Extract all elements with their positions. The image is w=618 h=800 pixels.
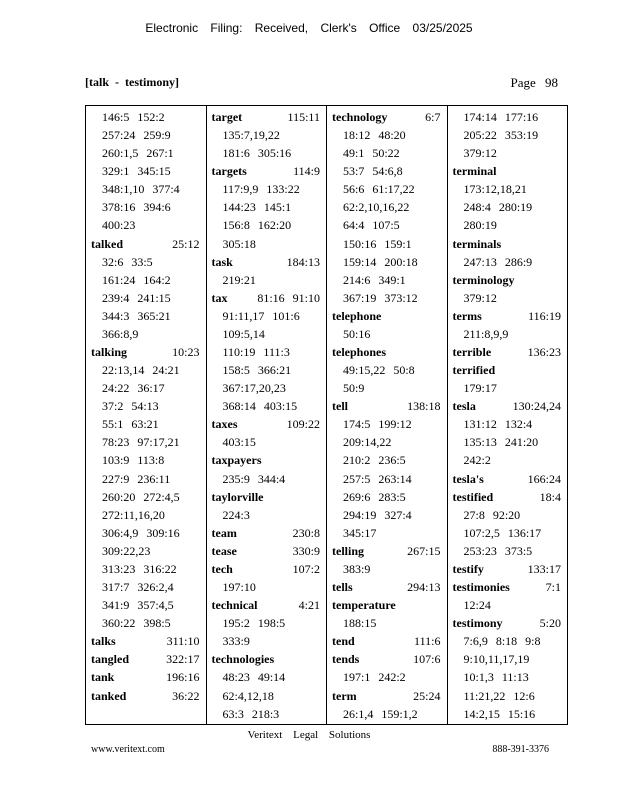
index-term-refs: 114:9: [293, 164, 320, 179]
index-ref-line: 107:2,5 136:17: [463, 525, 542, 540]
index-ref-line: 313:23 316:22: [102, 561, 177, 576]
index-ref-line: 214:6 349:1: [343, 272, 406, 287]
index-ref-line: 110:19 111:3: [222, 345, 290, 360]
index-term-refs: 267:15: [407, 543, 441, 558]
index-term-refs: 166:24: [527, 471, 561, 486]
index-term-refs: 25:12: [172, 236, 200, 251]
index-ref-line: 360:22 398:5: [102, 616, 171, 631]
index-ref-line: 32:6 33:5: [102, 254, 153, 269]
index-term-refs: 4:21: [298, 598, 320, 613]
index-term-entry: [453, 560, 562, 578]
index-ref-line: 306:4,9 309:16: [102, 525, 180, 540]
index-ref-line: 24:22 36:17: [102, 381, 165, 396]
index-term: taxpayers: [211, 453, 262, 468]
index-ref-line: 63:3 218:3: [222, 706, 280, 721]
index-term: tank: [91, 670, 115, 685]
index-ref-line: 62:4,12,18: [222, 688, 274, 703]
index-term: tends: [332, 652, 360, 667]
index-term-entry: [453, 488, 562, 506]
index-ref-line: 239:4 241:15: [102, 290, 171, 305]
index-term-refs: 133:17: [527, 561, 561, 576]
index-ref-line: 367:19 373:12: [343, 290, 418, 305]
index-ref-line: 235:9 344:4: [222, 471, 286, 486]
index-term: tend: [332, 634, 355, 649]
index-term-entry: [453, 470, 562, 488]
index-ref-line: 379:12: [463, 146, 497, 161]
index-term-entry: [332, 108, 441, 126]
index-term-refs: 136:23: [527, 345, 561, 360]
index-term-refs: 138:18: [407, 399, 441, 414]
index-column-3: [327, 106, 448, 724]
index-term: technologies: [211, 652, 275, 667]
index-term: tesla: [452, 399, 476, 414]
index-ref-line: 48:23 49:14: [222, 670, 286, 685]
index-ref-line: 247:13 286:9: [463, 254, 533, 269]
index-ref-line: 11:21,22 12:6: [463, 688, 535, 703]
index-term-refs: 81:16 91:10: [257, 290, 320, 305]
index-ref-line: 400:23: [102, 218, 136, 233]
index-term-refs: 109:22: [286, 417, 320, 432]
index-term-entry: [453, 578, 562, 596]
index-term-entry: [453, 271, 562, 289]
footer-company: Veritext Legal Solutions: [247, 729, 371, 741]
index-term: tech: [211, 561, 233, 576]
index-term-refs: 107:2: [292, 561, 320, 576]
index-term-refs: 107:6: [413, 652, 441, 667]
index-term-entry: [212, 524, 321, 542]
index-term-refs: 36:22: [172, 688, 200, 703]
index-term-refs: 294:13: [407, 580, 441, 595]
index-term-refs: 230:8: [292, 525, 320, 540]
index-ref-line: 378:16 394:6: [102, 200, 171, 215]
index-term: tangled: [91, 652, 130, 667]
index-ref-line: 210:2 236:5: [343, 453, 406, 468]
index-term: tesla's: [452, 471, 484, 486]
index-term: team: [211, 525, 237, 540]
index-term-entry: [453, 235, 562, 253]
index-term-refs: 196:16: [166, 670, 200, 685]
index-column-1: [86, 106, 207, 724]
index-ref-line: 10:1,3 11:13: [463, 670, 529, 685]
index-ref-line: 197:1 242:2: [343, 670, 406, 685]
index-term: talks: [91, 634, 116, 649]
index-term-entry: [332, 632, 441, 650]
index-ref-line: 109:5,14: [222, 326, 265, 341]
index-term-refs: 115:11: [287, 110, 320, 124]
index-ref-line: 309:22,23: [102, 543, 151, 558]
index-term-refs: 311:10: [166, 634, 200, 649]
index-term-entry: [453, 343, 562, 361]
index-term-refs: 25:24: [413, 688, 441, 703]
index-term-entry: [212, 596, 321, 614]
index-ref-line: 341:9 357:4,5: [102, 598, 174, 613]
index-term-entry: [332, 307, 441, 325]
index-ref-line: 294:19 327:4: [343, 507, 412, 522]
index-term: talked: [91, 236, 124, 251]
index-term-entry: [453, 162, 562, 180]
index-term-refs: 6:7: [425, 110, 441, 124]
index-term-refs: 330:9: [292, 543, 320, 558]
index-column-4: [448, 106, 568, 724]
index-term-entry: [332, 343, 441, 361]
index-ref-line: 280:19: [463, 218, 497, 233]
index-term-entry: [332, 650, 441, 668]
index-term: testify: [452, 561, 484, 576]
index-term-refs: 5:20: [539, 616, 561, 631]
index-term: terrible: [452, 345, 492, 360]
index-ref-line: 348:1,10 377:4: [102, 182, 180, 197]
index-term-entry: [332, 578, 441, 596]
index-ref-line: 161:24 164:2: [102, 272, 171, 287]
index-ref-line: 257:24 259:9: [102, 128, 171, 143]
index-ref-line: 7:6,9 8:18 9:8: [463, 634, 541, 649]
index-ref-line: 131:12 132:4: [463, 417, 533, 432]
index-term: tells: [332, 580, 353, 595]
index-ref-line: 174:5 199:12: [343, 417, 412, 432]
index-term: task: [211, 254, 233, 269]
index-term-entry: [212, 108, 321, 126]
index-ref-line: 209:14,22: [343, 435, 392, 450]
index-term: terminals: [452, 236, 502, 251]
index-term-refs: 7:1: [545, 580, 561, 595]
footer-phone: 888-391-3376: [492, 744, 549, 755]
index-term: tease: [211, 543, 237, 558]
footer-website: www.veritext.com: [91, 744, 165, 755]
index-term: terms: [452, 308, 482, 323]
index-ref-line: 195:2 198:5: [222, 616, 286, 631]
index-term-refs: 116:19: [528, 308, 561, 323]
index-ref-line: 242:2: [463, 453, 491, 468]
index-ref-line: 205:22 353:19: [463, 128, 539, 143]
index-ref-line: 366:8,9: [102, 326, 139, 341]
index-ref-line: 260:1,5 267:1: [102, 146, 174, 161]
index-term: temperature: [332, 598, 396, 613]
index-ref-line: 227:9 236:11: [102, 471, 171, 486]
index-ref-line: 49:1 50:22: [343, 146, 400, 161]
index-term-refs: 130:24,24: [512, 399, 561, 414]
index-term: targets: [211, 164, 247, 179]
index-term: terminal: [452, 164, 497, 179]
index-ref-line: 53:7 54:6,8: [343, 164, 403, 179]
index-term: talking: [91, 345, 128, 360]
index-ref-line: 144:23 145:1: [222, 200, 292, 215]
index-ref-line: 64:4 107:5: [343, 218, 400, 233]
index-ref-line: 260:20 272:4,5: [102, 489, 180, 504]
index-term: tanked: [91, 688, 127, 703]
index-term-refs: 322:17: [166, 652, 200, 667]
index-ref-line: 272:11,16,20: [102, 507, 165, 522]
index-term-entry: [453, 361, 562, 379]
index-ref-line: 117:9,9 133:22: [222, 182, 300, 197]
index-ref-line: 146:5 152:2: [102, 110, 165, 124]
index-term-entry: [91, 235, 200, 253]
index-ref-line: 56:6 61:17,22: [343, 182, 415, 197]
index-ref-line: 173:12,18,21: [463, 182, 527, 197]
index-ref-line: 50:9: [343, 381, 365, 396]
index-ref-line: 26:1,4 159:1,2: [343, 706, 418, 721]
index-term: testimonies: [452, 580, 510, 595]
index-ref-line: 22:13,14 24:21: [102, 363, 180, 378]
index-term-entry: [212, 253, 321, 271]
index-term-refs: 184:13: [286, 254, 320, 269]
index-ref-line: 344:3 365:21: [102, 308, 171, 323]
index-term: target: [211, 110, 243, 124]
index-term: technical: [211, 598, 258, 613]
index-ref-line: 156:8 162:20: [222, 218, 292, 233]
index-term-entry: [212, 289, 321, 307]
index-ref-line: 211:8,9,9: [463, 326, 509, 341]
word-index-table: [85, 105, 568, 725]
index-ref-line: 78:23 97:17,21: [102, 435, 180, 450]
index-term: testimony: [452, 616, 503, 631]
index-term-entry: [91, 668, 200, 686]
index-ref-line: 188:15: [343, 616, 377, 631]
index-ref-line: 18:12 48:20: [343, 128, 406, 143]
page-number: Page 98: [510, 75, 558, 90]
index-term-entry: [91, 632, 200, 650]
index-ref-line: 12:24: [463, 598, 491, 613]
index-ref-line: 367:17,20,23: [222, 381, 286, 396]
index-ref-line: 91:11,17 101:6: [222, 308, 300, 323]
index-term-entry: [332, 397, 441, 415]
index-term-entry: [212, 560, 321, 578]
index-ref-line: 135:13 241:20: [463, 435, 539, 450]
index-ref-line: 305:18: [222, 236, 256, 251]
index-term-entry: [453, 397, 562, 415]
index-ref-line: 37:2 54:13: [102, 399, 159, 414]
index-ref-line: 248:4 280:19: [463, 200, 533, 215]
index-ref-line: 150:16 159:1: [343, 236, 412, 251]
index-term: taylorville: [211, 489, 264, 504]
index-ref-line: 9:10,11,17,19: [463, 652, 530, 667]
index-term-refs: 18:4: [539, 489, 561, 504]
index-term-refs: 10:23: [172, 345, 200, 360]
index-ref-line: 62:2,10,16,22: [343, 200, 410, 215]
index-ref-line: 329:1 345:15: [102, 164, 171, 179]
index-term: tax: [211, 290, 228, 305]
index-term-entry: [453, 614, 562, 632]
index-term-entry: [91, 343, 200, 361]
index-ref-line: 269:6 283:5: [343, 489, 406, 504]
index-ref-line: 55:1 63:21: [102, 417, 159, 432]
index-ref-line: 103:9 113:8: [102, 453, 165, 468]
index-ref-line: 27:8 92:20: [463, 507, 521, 522]
index-term-refs: 111:6: [414, 634, 441, 649]
index-ref-line: 158:5 366:21: [222, 363, 292, 378]
index-term-entry: [91, 687, 200, 705]
index-term-entry: [332, 596, 441, 614]
index-term-entry: [91, 650, 200, 668]
index-ref-line: 197:10: [222, 580, 256, 595]
index-ref-line: 333:9: [222, 634, 250, 649]
index-term: taxes: [211, 417, 238, 432]
index-ref-line: 159:14 200:18: [343, 254, 418, 269]
index-ref-line: 345:17: [343, 525, 377, 540]
index-ref-line: 368:14 403:15: [222, 399, 298, 414]
index-term-entry: [212, 415, 321, 433]
index-ref-line: 14:2,15 15:16: [463, 706, 536, 721]
index-term: telephones: [332, 345, 386, 360]
index-term: terrified: [452, 363, 496, 378]
index-column-2: [207, 106, 328, 724]
index-term-entry: [212, 162, 321, 180]
index-term: tell: [332, 399, 348, 414]
index-ref-line: 135:7,19,22: [222, 128, 280, 143]
index-term-entry: [332, 542, 441, 560]
index-range: [talk - testimony]: [85, 75, 179, 89]
index-ref-line: 383:9: [343, 561, 371, 576]
index-ref-line: 257:5 263:14: [343, 471, 412, 486]
index-term-entry: [453, 307, 562, 325]
index-ref-line: 317:7 326:2,4: [102, 580, 174, 595]
index-ref-line: 179:17: [463, 381, 497, 396]
index-ref-line: 219:21: [222, 272, 256, 287]
index-ref-line: 253:23 373:5: [463, 543, 533, 558]
index-term-entry: [212, 488, 321, 506]
index-term: technology: [332, 110, 388, 124]
index-ref-line: 403:15: [222, 435, 256, 450]
index-term-entry: [212, 451, 321, 469]
index-ref-line: 224:3: [222, 507, 250, 522]
index-term-entry: [332, 687, 441, 705]
index-term-entry: [212, 650, 321, 668]
index-ref-line: 49:15,22 50:8: [343, 363, 415, 378]
index-term-entry: [212, 542, 321, 560]
index-ref-line: 174:14 177:16: [463, 110, 539, 124]
index-term: testified: [452, 489, 494, 504]
index-ref-line: 50:16: [343, 326, 371, 341]
filing-stamp: Electronic Filing: Received, Clerk's Office 03/25/2025: [145, 21, 473, 35]
index-ref-line: 181:6 305:16: [222, 146, 292, 161]
index-term: telling: [332, 543, 364, 558]
index-ref-line: 379:12: [463, 290, 497, 305]
index-term: telephone: [332, 308, 382, 323]
index-term: terminology: [452, 272, 515, 287]
index-term: term: [332, 688, 357, 703]
